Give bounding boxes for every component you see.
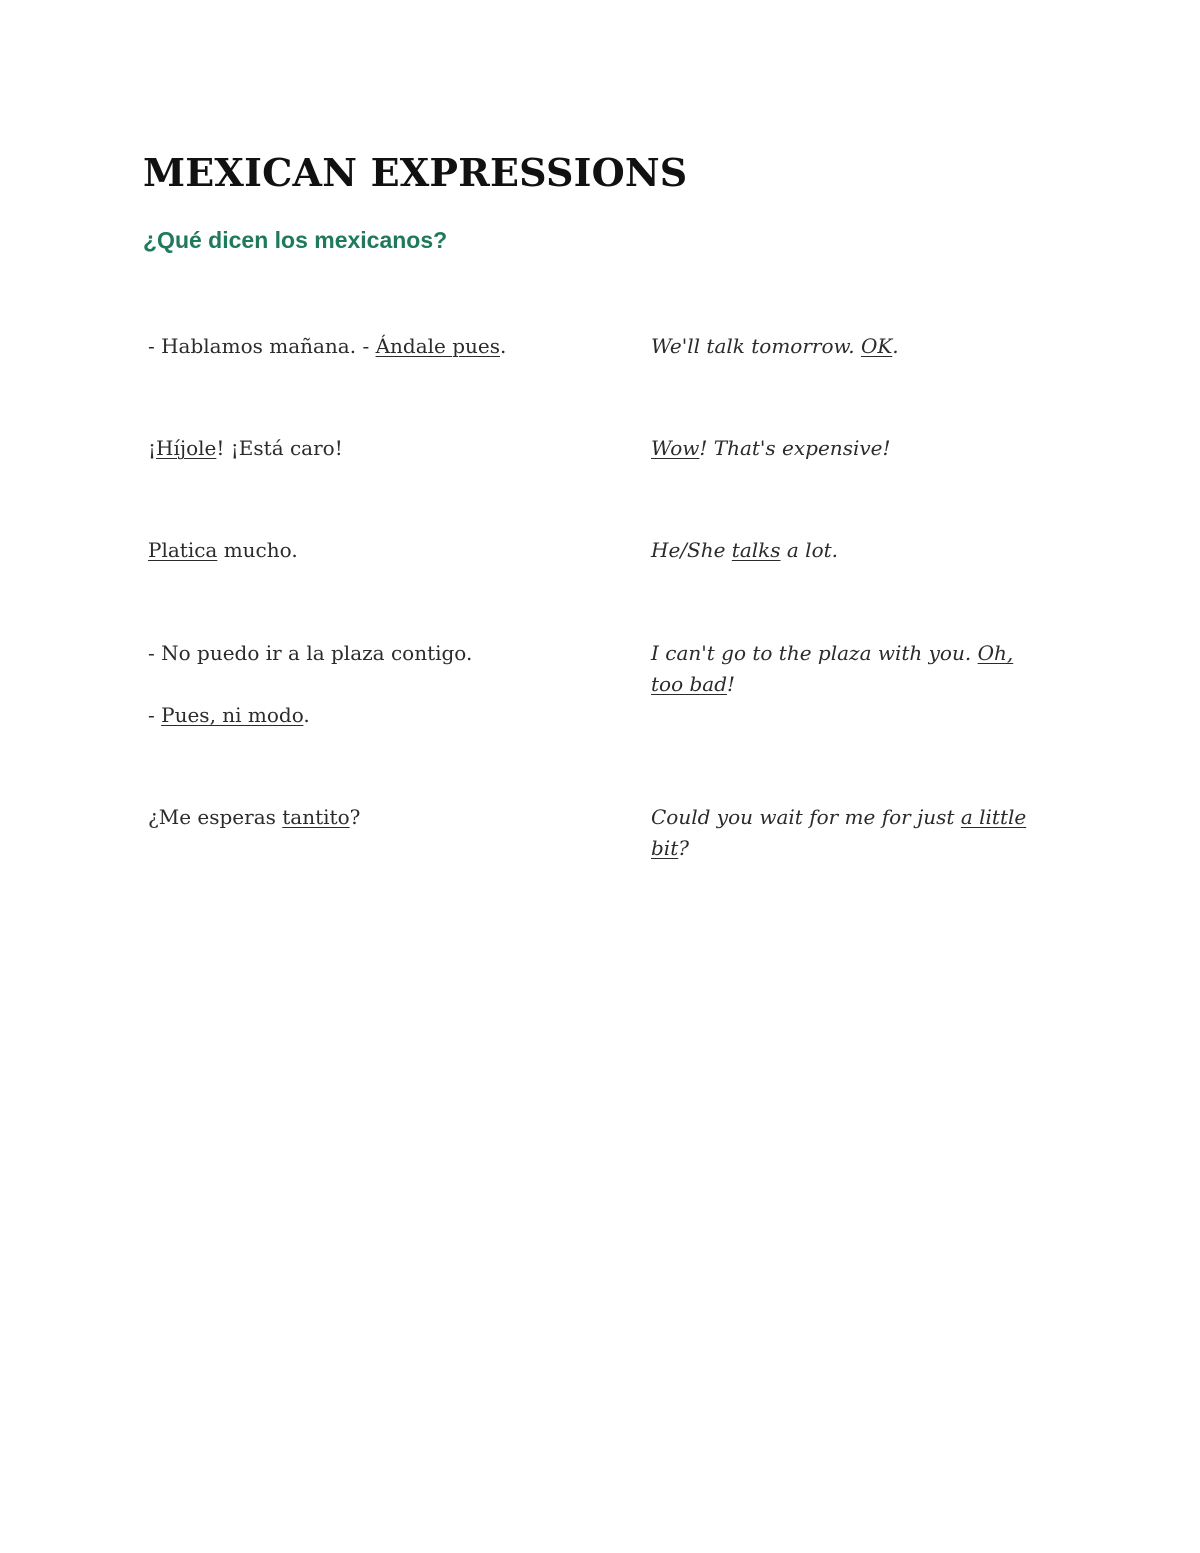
english-text: We'll talk tomorrow. bbox=[651, 334, 861, 358]
spanish-expression-4 bbox=[148, 638, 568, 731]
highlighted-expression: Platica bbox=[148, 538, 218, 562]
spanish-expression-2 bbox=[148, 433, 568, 464]
spanish-text: - Hablamos mañana. - bbox=[148, 334, 376, 358]
spanish-expression-1 bbox=[148, 331, 568, 362]
spanish-line: - No puedo ir a la plaza contigo. bbox=[148, 641, 473, 665]
highlighted-expression: Híjole bbox=[156, 436, 217, 460]
english-text: a lot. bbox=[780, 538, 839, 562]
english-translation-3 bbox=[651, 535, 1061, 566]
highlighted-translation: Oh, too bad bbox=[651, 641, 1014, 696]
english-text: He/She bbox=[651, 538, 732, 562]
page-subtitle: ¿Qué dicen los mexicanos? bbox=[143, 227, 448, 253]
highlighted-translation: OK bbox=[860, 334, 893, 358]
spanish-text: - bbox=[148, 703, 162, 727]
highlighted-expression: tantito bbox=[282, 805, 350, 829]
highlighted-translation: Wow bbox=[651, 436, 700, 460]
highlighted-translation: a little bit bbox=[651, 805, 1027, 860]
english-text: Could you wait for me for just bbox=[651, 805, 961, 829]
english-translation-5 bbox=[651, 802, 1061, 864]
spanish-reply-line bbox=[148, 700, 568, 731]
english-translation-1 bbox=[651, 331, 1061, 362]
spanish-text: ? bbox=[349, 805, 361, 829]
english-translation-2 bbox=[651, 433, 1061, 464]
spanish-text: ! ¡Está caro! bbox=[216, 436, 343, 460]
spanish-text: . bbox=[500, 334, 507, 358]
highlighted-translation: talks bbox=[731, 538, 781, 562]
english-text: . bbox=[892, 334, 899, 358]
spanish-text: . bbox=[303, 703, 310, 727]
english-text: ? bbox=[678, 836, 689, 860]
english-translation-4 bbox=[651, 638, 1041, 700]
spanish-expression-3 bbox=[148, 535, 568, 566]
page-title: MEXICAN EXPRESSIONS bbox=[143, 150, 688, 195]
english-text: ! bbox=[727, 672, 736, 696]
english-text: I can't go to the plaza with you. bbox=[651, 641, 978, 665]
spanish-text: ¿Me esperas bbox=[148, 805, 283, 829]
spanish-text: ¡ bbox=[148, 436, 157, 460]
english-text: ! That's expensive! bbox=[699, 436, 891, 460]
spanish-text: mucho. bbox=[217, 538, 298, 562]
highlighted-expression: Ándale pues bbox=[375, 334, 500, 358]
highlighted-expression: Pues, ni modo bbox=[161, 703, 304, 727]
spanish-expression-5 bbox=[148, 802, 568, 833]
